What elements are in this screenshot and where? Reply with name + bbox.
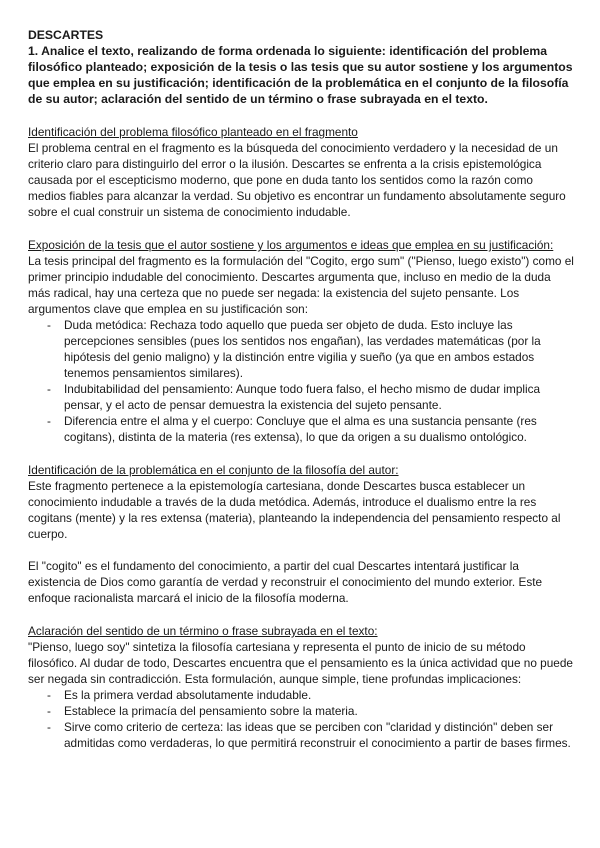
section-heading: Identificación de la problemática en el conjunto de la filosofía del autor:	[28, 463, 399, 477]
list-item	[47, 381, 574, 413]
section-heading: Aclaración del sentido de un término o frase subrayada en el texto:	[28, 624, 378, 638]
list-item-text: Sirve como criterio de certeza: las ideas que se perciben con "claridad y distinción" deben ser admitidas como verdaderas, lo que permitirá reconstruir el conocimiento a partir de bases firmes.	[64, 720, 571, 750]
argument-list	[28, 317, 574, 445]
document-title: DESCARTES	[28, 28, 104, 42]
section-problematic	[28, 462, 574, 606]
list-item	[47, 719, 574, 751]
document-page	[28, 27, 574, 768]
list-item-text: Indubitabilidad del pensamiento: Aunque todo fuera falso, el hecho mismo de dudar implica pensar, y el acto de pensar demuestra la existencia del sujeto pensante.	[64, 382, 541, 412]
implication-list	[28, 687, 574, 751]
dash-bullet-icon: -	[47, 382, 51, 396]
section-paragraph: "Pienso, luego soy" sintetiza la filosofía cartesiana y representa el punto de inicio de su método filosófico. Al dudar de todo, Descartes encuentra que el pensamiento es la única actividad que no puede ser negada sin contradicción. Esta formulación, aunque simple, tiene profundas implicaciones:	[28, 640, 573, 686]
list-item	[47, 687, 574, 703]
section-paragraph: El problema central en el fragmento es la búsqueda del conocimiento verdadero y la necesidad de un criterio claro para distinguirlo del error o la ilusión. Descartes se enfrenta a la crisis epistemológica causada por el escepticismo moderno, que pone en duda tanto los sentidos como la razón como medios fiables para alcanzar la verdad. Su objetivo es encontrar un fundamento absolutamente seguro sobre el cual construir un sistema de conocimiento indudable.	[28, 141, 566, 219]
list-item-text: Diferencia entre el alma y el cuerpo: Concluye que el alma es una sustancia pensante (res cogitans), distinta de la materia (res extensa), lo que da origen a su dualismo ontológico.	[64, 414, 537, 444]
list-item-text: Duda metódica: Rechaza todo aquello que pueda ser objeto de duda. Esto incluye las percepciones sensibles (pues los sentidos nos engañan), las verdades matemáticas (por la hipótesis del genio maligno) y la distinción entre vigilia y sueño (ya que en ambos estados tenemos pensamientos similares).	[64, 318, 541, 380]
dash-bullet-icon: -	[47, 688, 51, 702]
list-item	[47, 703, 574, 719]
list-item	[47, 413, 574, 445]
list-item-text: Es la primera verdad absolutamente indudable.	[64, 688, 312, 702]
list-item-text: Establece la primacía del pensamiento sobre la materia.	[64, 704, 358, 718]
list-item	[47, 317, 574, 381]
section-paragraph: Este fragmento pertenece a la epistemología cartesiana, donde Descartes busca establecer un conocimiento indudable a través de la duda metódica. Además, introduce el dualismo entre la res cogitans (mente) y la res extensa (materia), planteando la independencia del pensamiento respecto al cuerpo.	[28, 479, 561, 541]
dash-bullet-icon: -	[47, 704, 51, 718]
section-heading: Exposición de la tesis que el autor sostiene y los argumentos e ideas que emplea en su justificación:	[28, 238, 554, 252]
section-clarification	[28, 623, 574, 751]
section-problem	[28, 124, 574, 220]
section-thesis	[28, 237, 574, 445]
section-paragraph: La tesis principal del fragmento es la formulación del "Cogito, ergo sum" ("Pienso, luego existo") como el primer principio indudable del conocimiento. Descartes argumenta que, incluso en medio de la duda más radical, hay una certeza que no puede ser negada: la existencia del sujeto pensante. Los argumentos clave que emplea en su justificación son:	[28, 254, 574, 316]
section-paragraph: El "cogito" es el fundamento del conocimiento, a partir del cual Descartes intentará justificar la existencia de Dios como garantía de verdad y reconstruir el conocimiento del mundo exterior. Este enfoque racionalista marcará el inicio de la filosofía moderna.	[28, 559, 543, 605]
dash-bullet-icon: -	[47, 720, 51, 734]
dash-bullet-icon: -	[47, 318, 51, 332]
dash-bullet-icon: -	[47, 414, 51, 428]
exam-question: 1. Analice el texto, realizando de forma ordenada lo siguiente: identificación del problema filosófico planteado; exposición de la tesis o las tesis que su autor sostiene y los argumentos que emplea en su justificación; identificación de la problemática en el conjunto de la filosofía de su autor; aclaración del sentido de un término o frase subrayada en el texto.	[28, 44, 573, 106]
section-heading: Identificación del problema filosófico planteado en el fragmento	[28, 125, 358, 139]
